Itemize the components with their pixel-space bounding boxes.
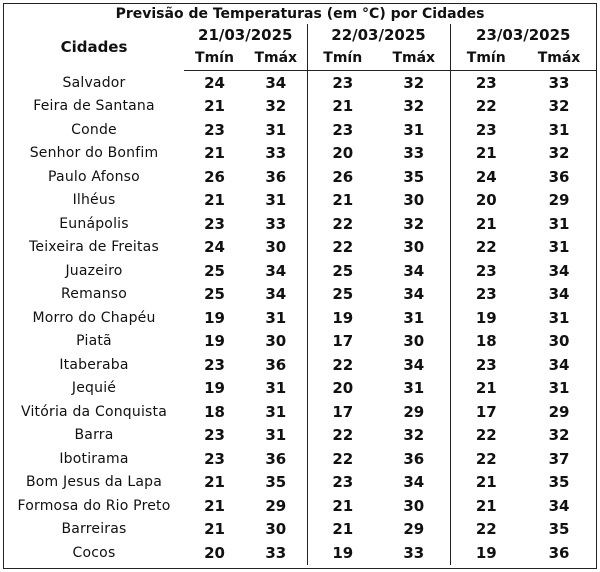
tmax-value: 34 (403, 355, 425, 374)
table-row (4, 259, 596, 283)
tmax-value: 34 (265, 285, 287, 304)
tmin-value: 18 (204, 402, 225, 421)
tmin-value: 22 (450, 236, 522, 260)
tmin-value: 22 (307, 447, 378, 471)
table-title: Previsão de Temperaturas (em °C) por Cidades (115, 6, 485, 22)
tmax-value: 32 (403, 73, 425, 92)
tmin-value: 21 (307, 518, 378, 542)
tmin-value: 20 (307, 142, 378, 166)
tmax-value: 33 (265, 543, 287, 562)
tmax-value: 32 (265, 97, 287, 116)
table-row (4, 142, 596, 166)
tmin-value: 20 (450, 189, 522, 213)
city-name: Morro do Chapéu (32, 309, 156, 326)
tmax-value: 34 (403, 473, 425, 492)
tmin-value: 20 (307, 377, 378, 401)
tmax-value: 35 (548, 473, 570, 492)
table-row (4, 189, 596, 213)
tmin-value: 21 (450, 377, 522, 401)
table-row (4, 494, 596, 518)
tmin-value: 22 (450, 447, 522, 471)
tmax-value: 31 (403, 308, 425, 327)
tmin-value: 22 (450, 95, 522, 119)
tmax-value: 30 (548, 332, 570, 351)
table-row (4, 541, 596, 565)
tmin-value: 24 (204, 238, 225, 257)
date-header-3: 23/03/2025 (450, 24, 596, 46)
tmin-value: 26 (307, 165, 378, 189)
tmin-value: 25 (204, 285, 225, 304)
tmax-value: 33 (265, 144, 287, 163)
tmin-value: 26 (204, 167, 225, 186)
tmax-value: 36 (548, 167, 570, 186)
tmax-header: Tmáx (522, 46, 596, 71)
tmin-value: 23 (204, 449, 225, 468)
tmax-value: 31 (265, 308, 287, 327)
tmax-value: 34 (548, 496, 570, 515)
tmax-value: 32 (548, 426, 570, 445)
table-row (4, 95, 596, 119)
tmax-value: 30 (403, 191, 425, 210)
tmax-value: 31 (403, 120, 425, 139)
tmax-value: 31 (265, 402, 287, 421)
tmax-value: 34 (265, 73, 287, 92)
tmax-value: 34 (265, 261, 287, 280)
tmax-value: 31 (548, 238, 570, 257)
city-name: Barreiras (61, 521, 127, 538)
city-name: Teixeira de Freitas (29, 239, 159, 256)
tmin-value: 23 (450, 353, 522, 377)
table-row (4, 424, 596, 448)
tmin-value: 23 (204, 214, 225, 233)
forecast-table (4, 4, 596, 565)
tmin-value: 19 (204, 379, 225, 398)
tmin-value: 23 (307, 118, 378, 142)
tmin-header: Tmín (184, 46, 245, 71)
city-name: Ibotirama (59, 450, 129, 467)
tmin-value: 17 (307, 400, 378, 424)
tmin-value: 21 (307, 494, 378, 518)
table-row (4, 165, 596, 189)
city-name: Ilhéus (72, 192, 116, 209)
tmax-value: 36 (548, 543, 570, 562)
tmin-header: Tmín (450, 46, 522, 71)
city-name: Senhor do Bonfim (29, 145, 159, 162)
city-name: Formosa do Rio Preto (17, 497, 171, 514)
tmin-value: 25 (204, 261, 225, 280)
tmin-value: 23 (450, 71, 522, 95)
tmax-value: 29 (403, 520, 425, 539)
city-name: Piatã (76, 333, 112, 350)
tmin-value: 19 (307, 541, 378, 565)
tmin-value: 21 (204, 496, 225, 515)
tmax-value: 34 (403, 285, 425, 304)
table-row (4, 471, 596, 495)
tmax-value: 35 (265, 473, 287, 492)
city-name: Vitória da Conquista (20, 403, 168, 420)
tmin-value: 23 (204, 426, 225, 445)
tmin-value: 17 (450, 400, 522, 424)
tmax-value: 31 (548, 120, 570, 139)
table-row (4, 212, 596, 236)
table-row (4, 400, 596, 424)
tmin-value: 23 (450, 283, 522, 307)
tmax-value: 31 (265, 191, 287, 210)
tmin-value: 23 (204, 355, 225, 374)
tmin-value: 22 (307, 353, 378, 377)
tmin-value: 21 (204, 520, 225, 539)
city-name: Bom Jesus da Lapa (25, 474, 163, 491)
tmin-value: 25 (307, 259, 378, 283)
tmax-value: 32 (548, 144, 570, 163)
tmax-value: 30 (265, 332, 287, 351)
tmax-value: 30 (403, 238, 425, 257)
tmin-value: 21 (450, 471, 522, 495)
tmax-value: 30 (403, 332, 425, 351)
tmin-value: 22 (307, 212, 378, 236)
tmin-value: 21 (204, 144, 225, 163)
tmin-value: 21 (307, 189, 378, 213)
tmax-value: 33 (548, 73, 570, 92)
tmax-value: 34 (548, 261, 570, 280)
tmin-value: 21 (204, 191, 225, 210)
city-name: Remanso (60, 286, 128, 303)
city-name: Barra (74, 427, 114, 444)
city-name: Feira de Santana (33, 98, 155, 115)
tmax-value: 36 (265, 167, 287, 186)
tmax-value: 37 (548, 449, 570, 468)
tmax-value: 29 (548, 402, 570, 421)
tmin-header: Tmín (307, 46, 378, 71)
tmin-value: 21 (204, 473, 225, 492)
table-row (4, 236, 596, 260)
tmin-value: 21 (307, 95, 378, 119)
date-header-1: 21/03/2025 (198, 26, 293, 44)
tmin-value: 22 (450, 518, 522, 542)
tmax-value: 35 (403, 167, 425, 186)
tmin-value: 21 (204, 97, 225, 116)
tmax-value: 34 (548, 285, 570, 304)
tmax-value: 31 (265, 379, 287, 398)
tmin-value: 22 (307, 236, 378, 260)
tmax-value: 31 (403, 379, 425, 398)
tmin-value: 19 (450, 541, 522, 565)
table-row (4, 306, 596, 330)
table-row (4, 71, 596, 95)
tmin-value: 23 (307, 471, 378, 495)
city-name: Jequié (71, 380, 117, 397)
tmax-header: Tmáx (245, 46, 307, 71)
tmax-value: 34 (403, 261, 425, 280)
tmax-value: 33 (403, 543, 425, 562)
city-name: Itaberaba (59, 356, 129, 373)
tmax-value: 31 (265, 120, 287, 139)
tmax-value: 33 (403, 144, 425, 163)
tmax-value: 29 (265, 496, 287, 515)
city-name: Eunápolis (59, 215, 129, 232)
tmax-value: 31 (548, 214, 570, 233)
tmin-value: 22 (450, 424, 522, 448)
tmin-value: 23 (450, 259, 522, 283)
table-row (4, 330, 596, 354)
forecast-table-frame (3, 3, 597, 569)
tmin-value: 19 (204, 308, 225, 327)
date-header-2: 22/03/2025 (307, 24, 450, 46)
tmax-value: 32 (403, 97, 425, 116)
tmin-value: 24 (450, 165, 522, 189)
tmax-value: 35 (548, 520, 570, 539)
tmin-value: 23 (450, 118, 522, 142)
tmax-value: 31 (265, 426, 287, 445)
city-name: Salvador (62, 74, 126, 91)
tmax-value: 30 (265, 238, 287, 257)
tmax-value: 30 (403, 496, 425, 515)
tmax-value: 36 (403, 449, 425, 468)
tmax-value: 36 (265, 449, 287, 468)
tmin-value: 19 (450, 306, 522, 330)
table-row (4, 518, 596, 542)
table-row (4, 118, 596, 142)
table-row (4, 283, 596, 307)
table-row (4, 353, 596, 377)
tmax-value: 31 (548, 308, 570, 327)
tmin-value: 20 (204, 543, 225, 562)
city-name: Paulo Afonso (48, 168, 140, 185)
tmin-value: 22 (307, 424, 378, 448)
tmin-value: 23 (204, 120, 225, 139)
tmin-value: 17 (307, 330, 378, 354)
city-name: Conde (71, 121, 117, 138)
tmin-value: 24 (204, 73, 225, 92)
tmax-value: 32 (403, 214, 425, 233)
tmin-value: 19 (204, 332, 225, 351)
tmin-value: 21 (450, 494, 522, 518)
tmin-value: 18 (450, 330, 522, 354)
table-row (4, 377, 596, 401)
tmax-value: 33 (265, 214, 287, 233)
tmax-value: 29 (548, 191, 570, 210)
tmax-header: Tmáx (378, 46, 450, 71)
tmax-value: 34 (548, 355, 570, 374)
tmin-value: 19 (307, 306, 378, 330)
tmin-value: 23 (307, 71, 378, 95)
city-name: Juazeiro (65, 262, 123, 279)
table-row (4, 447, 596, 471)
tmax-value: 30 (265, 520, 287, 539)
tmax-value: 29 (403, 402, 425, 421)
tmax-value: 36 (265, 355, 287, 374)
tmax-value: 31 (548, 379, 570, 398)
city-name: Cocos (72, 544, 116, 561)
tmax-value: 32 (548, 97, 570, 116)
tmin-value: 25 (307, 283, 378, 307)
tmin-value: 21 (450, 142, 522, 166)
tmax-value: 32 (403, 426, 425, 445)
tmin-value: 21 (450, 212, 522, 236)
cidades-header: Cidades (60, 38, 128, 57)
